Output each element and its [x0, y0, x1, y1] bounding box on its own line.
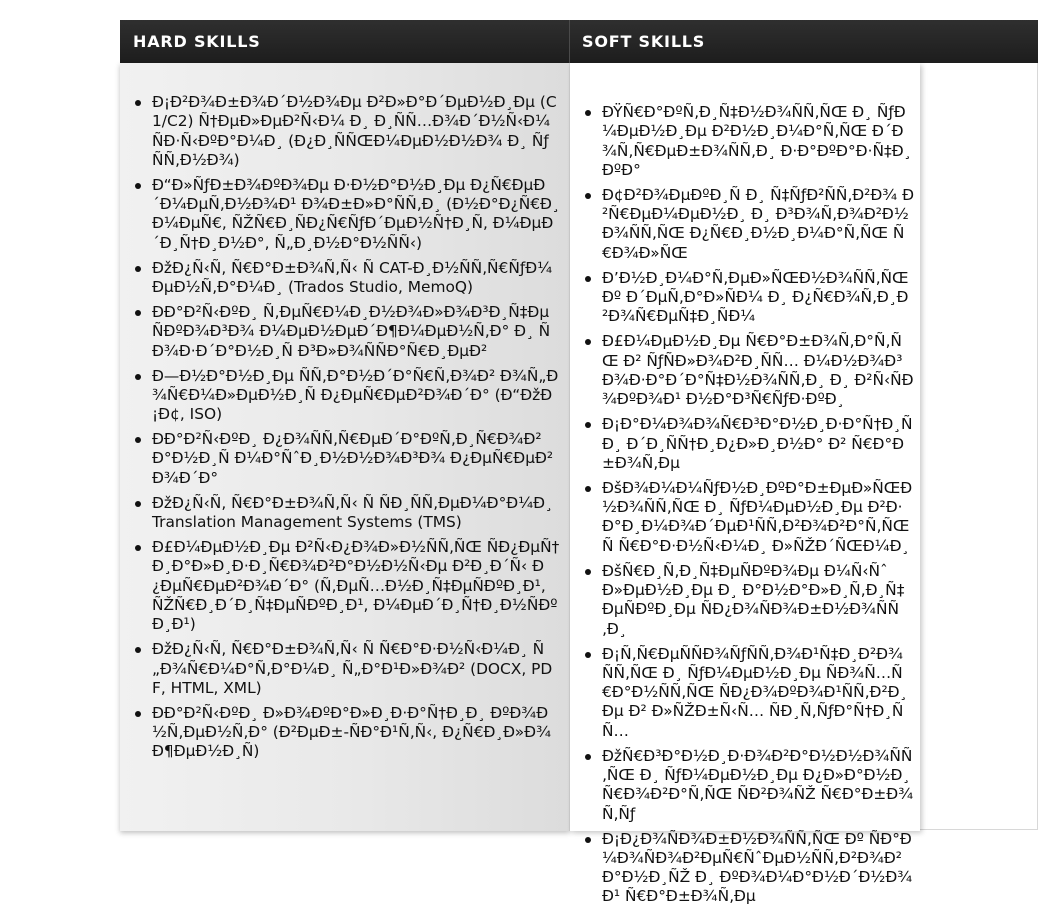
soft-skills-column — [570, 63, 920, 906]
soft-skills-heading: SOFT SKILLS — [582, 32, 706, 51]
hard-skill-item: ÐžÐ¿Ñ‹Ñ‚ Ñ€Ð°Ð±Ð¾Ñ‚Ñ‹ Ñ CAT-Ð¸Ð½ÑÑ‚Ñ€ÑƒÐ¼ÐµÐ½Ñ‚Ð°Ð¼Ð¸ (Trados Studio, MemoQ) — [152, 259, 560, 298]
hard-skill-item: ÐÐ°Ð²Ñ‹ÐºÐ¸ Ð¿Ð¾ÑÑ‚Ñ€ÐµÐ´Ð°ÐºÑ‚Ð¸Ñ€Ð¾Ð²Ð°Ð½Ð¸Ñ Ð¼Ð°ÑˆÐ¸Ð½Ð½Ð¾Ð³Ð¾ Ð¿ÐµÑ€ÐµÐ²Ð¾Ð´Ð° — [152, 430, 560, 488]
hard-skill-item: Ð—Ð½Ð°Ð½Ð¸Ðµ ÑÑ‚Ð°Ð½Ð´Ð°Ñ€Ñ‚Ð¾Ð² Ð¾Ñ„Ð¾Ñ€Ð¼Ð»ÐµÐ½Ð¸Ñ Ð¿ÐµÑ€ÐµÐ²Ð¾Ð´Ð° (Ð“ÐžÐ¡Ð¢, ISO) — [152, 366, 559, 424]
soft-skill-item: Ð’Ð½Ð¸Ð¼Ð°Ñ‚ÐµÐ»ÑŒÐ½Ð¾ÑÑ‚ÑŒ Ðº Ð´ÐµÑ‚Ð°Ð»ÑÐ¼ Ð¸ Ð¿Ñ€Ð¾Ñ‚Ð¸Ð²Ð¾Ñ€ÐµÑ‡Ð¸ÑÐ¼ — [602, 269, 914, 327]
hard-skill-item: ÐžÐ¿Ñ‹Ñ‚ Ñ€Ð°Ð±Ð¾Ñ‚Ñ‹ Ñ ÑÐ¸ÑÑ‚ÐµÐ¼Ð°Ð¼Ð¸ Translation Management Systems (TMS) — [152, 494, 560, 533]
hard-skill-item: ÐÐ°Ð²Ñ‹ÐºÐ¸ Ñ‚ÐµÑ€Ð¼Ð¸Ð½Ð¾Ð»Ð¾Ð³Ð¸Ñ‡ÐµÑÐºÐ¾Ð³Ð¾ Ð¼ÐµÐ½ÐµÐ´Ð¶Ð¼ÐµÐ½Ñ‚Ð° Ð¸ ÑÐ¾Ð·Ð´Ð°Ð½Ð¸Ñ Ð³Ð»Ð¾ÑÑÐ°Ñ€Ð¸ÐµÐ² — [152, 303, 560, 361]
hard-skill-item: Ð“Ð»ÑƒÐ±Ð¾ÐºÐ¾Ðµ Ð·Ð½Ð°Ð½Ð¸Ðµ Ð¿Ñ€ÐµÐ´Ð¼ÐµÑ‚Ð½Ð¾Ð¹ Ð¾Ð±Ð»Ð°ÑÑ‚Ð¸ (Ð½Ð°Ð¿Ñ€Ð¸Ð¼ÐµÑ€, ÑŽÑ€Ð¸ÑÐ¿Ñ€ÑƒÐ´ÐµÐ½Ñ†Ð¸Ñ, Ð¼ÐµÐ´Ð¸Ñ†Ð¸Ð½Ð°, Ñ„Ð¸Ð½Ð°Ð½ÑÑ‹) — [152, 175, 560, 252]
soft-skill-item: ÐšÐ¾Ð¼Ð¼ÑƒÐ½Ð¸ÐºÐ°Ð±ÐµÐ»ÑŒÐ½Ð¾ÑÑ‚ÑŒ Ð¸ ÑƒÐ¼ÐµÐ½Ð¸Ðµ Ð²Ð·Ð°Ð¸Ð¼Ð¾Ð´ÐµÐ¹ÑÑ‚Ð²Ð¾Ð²Ð°Ñ‚ÑŒ Ñ Ñ€Ð°Ð·Ð½Ñ‹Ð¼Ð¸ Ð»ÑŽÐ´ÑŒÐ¼Ð¸ — [602, 478, 913, 555]
hard-skills-list — [152, 93, 560, 767]
soft-skill-item: ÐšÑ€Ð¸Ñ‚Ð¸Ñ‡ÐµÑÐºÐ¾Ðµ Ð¼Ñ‹ÑˆÐ»ÐµÐ½Ð¸Ðµ Ð¸ Ð°Ð½Ð°Ð»Ð¸Ñ‚Ð¸Ñ‡ÐµÑÐºÐ¸Ðµ ÑÐ¿Ð¾ÑÐ¾Ð±Ð½Ð¾ÑÑ‚Ð¸ — [602, 562, 914, 639]
soft-skill-item: ÐžÑ€Ð³Ð°Ð½Ð¸Ð·Ð¾Ð²Ð°Ð½Ð½Ð¾ÑÑ‚ÑŒ Ð¸ ÑƒÐ¼ÐµÐ½Ð¸Ðµ Ð¿Ð»Ð°Ð½Ð¸Ñ€Ð¾Ð²Ð°Ñ‚ÑŒ ÑÐ²Ð¾ÑŽ Ñ€Ð°Ð±Ð¾Ñ‚Ñƒ — [602, 746, 914, 823]
soft-skill-item: Ð¡Ð¿Ð¾ÑÐ¾Ð±Ð½Ð¾ÑÑ‚ÑŒ Ðº ÑÐ°Ð¼Ð¾ÑÐ¾Ð²ÐµÑ€ÑˆÐµÐ½ÑÑ‚Ð²Ð¾Ð²Ð°Ð½Ð¸ÑŽ Ð¸ ÐºÐ¾Ð¼Ð°Ð½Ð´Ð½Ð¾Ð¹ Ñ€Ð°Ð±Ð¾Ñ‚Ðµ — [602, 829, 913, 906]
soft-skill-item: ÐŸÑ€Ð°ÐºÑ‚Ð¸Ñ‡Ð½Ð¾ÑÑ‚ÑŒ Ð¸ ÑƒÐ¼ÐµÐ½Ð¸Ðµ Ð²Ð½Ð¸Ð¼Ð°Ñ‚ÑŒ Ð´Ð¾Ñ‚Ñ€ÐµÐ±Ð¾ÑÑ‚Ð¸ Ð·Ð°ÐºÐ°Ð·Ñ‡Ð¸ÐºÐ° — [602, 103, 914, 180]
hard-skills-column — [120, 63, 570, 831]
soft-skill-item: Ð¡Ð°Ð¼Ð¾Ð¾Ñ€Ð³Ð°Ð½Ð¸Ð·Ð°Ñ†Ð¸Ñ Ð¸ Ð´Ð¸ÑÑ†Ð¸Ð¿Ð»Ð¸Ð½Ð° Ð² Ñ€Ð°Ð±Ð¾Ñ‚Ðµ — [602, 415, 913, 472]
soft-skill-item: Ð¡Ñ‚Ñ€ÐµÑÑÐ¾ÑƒÑÑ‚Ð¾Ð¹Ñ‡Ð¸Ð²Ð¾ÑÑ‚ÑŒ Ð¸ ÑƒÐ¼ÐµÐ½Ð¸Ðµ ÑÐ¾Ñ…Ñ€Ð°Ð½ÑÑ‚ÑŒ ÑÐ¿Ð¾ÐºÐ¾Ð¹ÑÑ‚Ð²Ð¸Ðµ Ð² Ð»ÑŽÐ±Ñ‹Ñ… ÑÐ¸Ñ‚ÑƒÐ°Ñ†Ð¸ÑÑ… — [602, 645, 914, 741]
hard-skill-item: Ð£Ð¼ÐµÐ½Ð¸Ðµ Ð²Ñ‹Ð¿Ð¾Ð»Ð½ÑÑ‚ÑŒ ÑÐ¿ÐµÑ†Ð¸Ð°Ð»Ð¸Ð·Ð¸Ñ€Ð¾Ð²Ð°Ð½Ð½Ñ‹Ðµ Ð²Ð¸Ð´Ñ‹ Ð¿ÐµÑ€ÐµÐ²Ð¾Ð´Ð° (Ñ‚ÐµÑ…Ð½Ð¸Ñ‡ÐµÑÐºÐ¸Ð¹, ÑŽÑ€Ð¸Ð´Ð¸Ñ‡ÐµÑÐºÐ¸Ð¹, Ð¼ÐµÐ´Ð¸Ñ†Ð¸Ð½ÑÐºÐ¸Ð¹) — [152, 538, 560, 634]
hard-skill-item: ÐžÐ¿Ñ‹Ñ‚ Ñ€Ð°Ð±Ð¾Ñ‚Ñ‹ Ñ Ñ€Ð°Ð·Ð½Ñ‹Ð¼Ð¸ Ñ„Ð¾Ñ€Ð¼Ð°Ñ‚Ð°Ð¼Ð¸ Ñ„Ð°Ð¹Ð»Ð¾Ð² (DOCX, PDF, HTML, XML) — [152, 640, 560, 698]
hard-skills-heading: HARD SKILLS — [133, 32, 261, 51]
hard-skill-item: ÐÐ°Ð²Ñ‹ÐºÐ¸ Ð»Ð¾ÐºÐ°Ð»Ð¸Ð·Ð°Ñ†Ð¸Ð¸ ÐºÐ¾Ð½Ñ‚ÐµÐ½Ñ‚Ð° (Ð²ÐµÐ±-ÑÐ°Ð¹Ñ‚Ñ‹, Ð¿Ñ€Ð¸Ð»Ð¾Ð¶ÐµÐ½Ð¸Ñ) — [152, 704, 560, 762]
soft-skill-item: Ð£Ð¼ÐµÐ½Ð¸Ðµ Ñ€Ð°Ð±Ð¾Ñ‚Ð°Ñ‚ÑŒ Ð² ÑƒÑÐ»Ð¾Ð²Ð¸ÑÑ… Ð¼Ð½Ð¾Ð³Ð¾Ð·Ð°Ð´Ð°Ñ‡Ð½Ð¾ÑÑ‚Ð¸ Ð¸ Ð²Ñ‹ÑÐ¾ÐºÐ¾Ð¹ Ð½Ð°Ð³Ñ€ÑƒÐ·ÐºÐ¸ — [602, 332, 914, 409]
table-header — [120, 20, 1038, 63]
hard-skill-item: Ð¡Ð²Ð¾Ð±Ð¾Ð´Ð½Ð¾Ðµ Ð²Ð»Ð°Ð´ÐµÐ½Ð¸Ðµ (C1/C2) Ñ†ÐµÐ»ÐµÐ²Ñ‹Ð¼ Ð¸ Ð¸ÑÑ…Ð¾Ð´Ð½Ñ‹Ð¼ ÑÐ·Ñ‹ÐºÐ°Ð¼Ð¸ (Ð¿Ð¸ÑÑŒÐ¼ÐµÐ½Ð½Ð¾ Ð¸ ÑƒÑÑ‚Ð½Ð¾) — [152, 93, 560, 170]
header-divider — [569, 20, 570, 63]
skills-table — [120, 20, 1038, 906]
soft-skill-item: Ð¢Ð²Ð¾ÐµÐºÐ¸Ñ Ð¸ Ñ‡ÑƒÐ²ÑÑ‚Ð²Ð¾ Ð²Ñ€ÐµÐ¼ÐµÐ½Ð¸ Ð¸ Ð³Ð¾Ñ‚Ð¾Ð²Ð½Ð¾ÑÑ‚ÑŒ Ð¿Ñ€Ð¸Ð½Ð¸Ð¼Ð°Ñ‚ÑŒ Ñ€Ð¾Ð»ÑŒ — [602, 185, 915, 262]
soft-skills-list — [602, 103, 914, 912]
